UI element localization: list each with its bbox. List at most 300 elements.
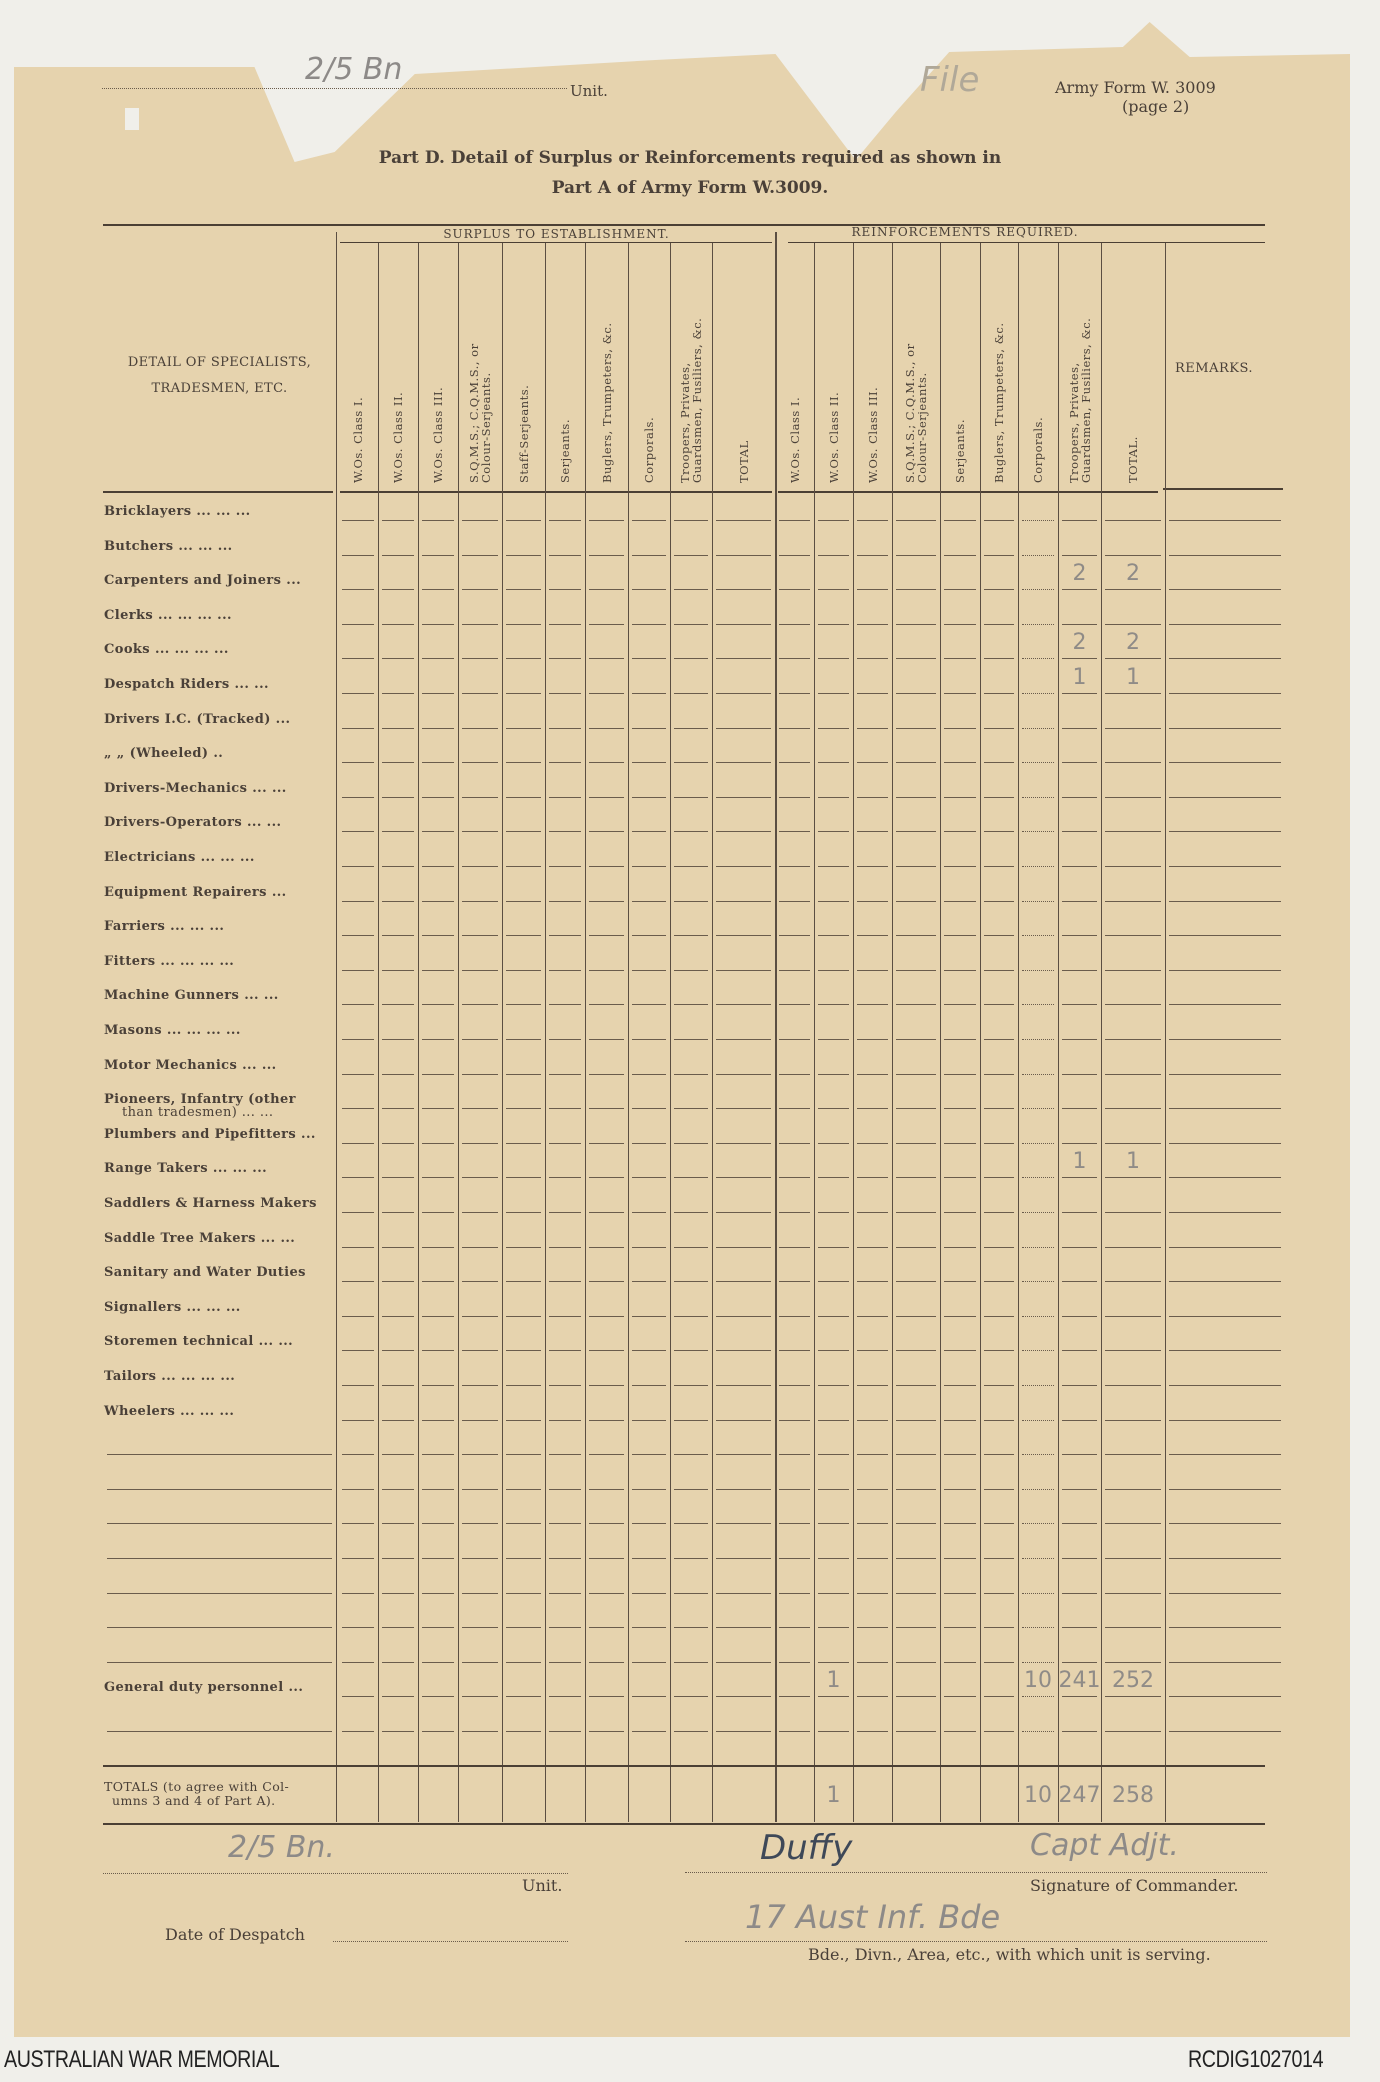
row-17-cell-rule-14 — [944, 1108, 976, 1109]
blank-1-cell-rule-6 — [589, 1489, 624, 1490]
row-22-cell-rule-11 — [818, 1281, 849, 1282]
row-3-cell-rule-6 — [589, 624, 624, 625]
header-bottom-rule-surplus — [340, 491, 772, 493]
row-6-cell-rule-2 — [422, 728, 454, 729]
blank-3-cell-rule-17 — [1062, 1558, 1097, 1559]
row-17-cell-rule-12 — [857, 1108, 888, 1109]
row-2-cell-rule-9 — [716, 589, 771, 590]
row-16-cell-rule-6 — [589, 1074, 624, 1075]
blank-4-remarks-rule — [1169, 1593, 1281, 1594]
blank-5-cell-rule-13 — [896, 1627, 936, 1628]
vrule-reinf-8 — [1165, 243, 1166, 1822]
paper-hole — [125, 108, 139, 130]
row-19-cell-rule-15 — [984, 1177, 1014, 1178]
row-label: Signallers ... ... ... — [104, 1299, 241, 1315]
blank-3-cell-rule-14 — [944, 1558, 976, 1559]
remarks-header: REMARKS. — [1175, 361, 1254, 376]
row-5-cell-rule-5 — [549, 693, 581, 694]
row-22-cell-rule-13 — [896, 1281, 936, 1282]
blank-6-cell-rule-15 — [984, 1662, 1014, 1663]
blank-3-cell-rule-18 — [1105, 1558, 1161, 1559]
row-5-cell-rule-13 — [896, 693, 936, 694]
row-19-cell-rule-10 — [779, 1177, 810, 1178]
reinf-value-troopers: 1 — [1072, 1149, 1087, 1175]
row-label: Pioneers, Infantry (other — [104, 1092, 296, 1108]
row-3-cell-rule-3 — [462, 624, 498, 625]
vrule-reinf-1 — [853, 243, 854, 1822]
row-header-line1: DETAIL OF SPECIALISTS, — [127, 355, 312, 370]
row-17-cell-rule-10 — [779, 1108, 810, 1109]
row-22-cell-rule-8 — [674, 1281, 708, 1282]
row-15-cell-rule-7 — [632, 1039, 666, 1040]
row-21-cell-rule-18 — [1105, 1247, 1161, 1248]
row-0-cell-rule-6 — [589, 520, 624, 521]
row-19-cell-rule-17 — [1062, 1177, 1097, 1178]
blank-2-cell-rule-11 — [818, 1523, 849, 1524]
row-4-cell-rule-1 — [382, 658, 414, 659]
reinf-group-rule — [788, 242, 1265, 243]
row-8-cell-rule-3 — [462, 797, 498, 798]
row-21-cell-rule-5 — [549, 1247, 581, 1248]
extra-row-cell-rule-13 — [896, 1731, 936, 1732]
row-19-cell-rule-8 — [674, 1177, 708, 1178]
row-4-cell-rule-2 — [422, 658, 454, 659]
row-label: Fitters ... ... ... ... — [104, 953, 235, 969]
blank-6-cell-rule-6 — [589, 1662, 624, 1663]
row-12-cell-rule-9 — [716, 935, 771, 936]
row-5-cell-rule-12 — [857, 693, 888, 694]
row-12-cell-rule-3 — [462, 935, 498, 936]
blank-2-cell-rule-13 — [896, 1523, 936, 1524]
blank-1-cell-rule-3 — [462, 1489, 498, 1490]
row-19-cell-rule-12 — [857, 1177, 888, 1178]
row-15-cell-rule-10 — [779, 1039, 810, 1040]
row-16-remarks-rule — [1169, 1074, 1281, 1075]
row-1-cell-rule-6 — [589, 555, 624, 556]
row-12-cell-rule-5 — [549, 935, 581, 936]
blank-3-cell-rule-2 — [422, 1558, 454, 1559]
row-8-cell-rule-0 — [342, 797, 374, 798]
row-16-cell-rule-7 — [632, 1074, 666, 1075]
row-4-cell-rule-10 — [779, 658, 810, 659]
row-8-cell-rule-8 — [674, 797, 708, 798]
general-duty-cell-rule-14 — [944, 1696, 976, 1697]
row-23-cell-rule-3 — [462, 1316, 498, 1317]
row-26-cell-rule-16 — [1022, 1420, 1054, 1421]
blank-4-cell-rule-0 — [342, 1593, 374, 1594]
blank-0-cell-rule-16 — [1022, 1454, 1054, 1455]
brigade-line — [685, 1941, 1267, 1942]
row-1-cell-rule-13 — [896, 555, 936, 556]
row-label: Wheelers ... ... ... — [104, 1403, 235, 1419]
row-label: Motor Mechanics ... ... — [104, 1057, 277, 1073]
blank-3-cell-rule-16 — [1022, 1558, 1054, 1559]
row-3-cell-rule-14 — [944, 624, 976, 625]
row-7-cell-rule-17 — [1062, 762, 1097, 763]
row-8-cell-rule-18 — [1105, 797, 1161, 798]
row-17-cell-rule-7 — [632, 1108, 666, 1109]
row-26-cell-rule-10 — [779, 1420, 810, 1421]
row-20-cell-rule-14 — [944, 1212, 976, 1213]
surplus-col-header-6 — [585, 245, 628, 489]
row-23-cell-rule-10 — [779, 1316, 810, 1317]
row-20-cell-rule-7 — [632, 1212, 666, 1213]
row-12-cell-rule-14 — [944, 935, 976, 936]
row-18-cell-rule-14 — [944, 1143, 976, 1144]
row-17-cell-rule-11 — [818, 1108, 849, 1109]
blank-2-cell-rule-2 — [422, 1523, 454, 1524]
totals-wos2: 1 — [826, 1783, 841, 1808]
blank-0-cell-rule-2 — [422, 1454, 454, 1455]
row-13-cell-rule-2 — [422, 970, 454, 971]
row-22-cell-rule-0 — [342, 1281, 374, 1282]
row-12-cell-rule-15 — [984, 935, 1014, 936]
blank-0-cell-rule-10 — [779, 1454, 810, 1455]
row-4-cell-rule-15 — [984, 658, 1014, 659]
blank-3-cell-rule-12 — [857, 1558, 888, 1559]
totals-label-line1: TOTALS (to agree with Col- — [104, 1779, 290, 1794]
row-5-remarks-rule — [1169, 693, 1281, 694]
brigade-handwritten: 17 Aust Inf. Bde — [745, 1898, 1001, 1936]
row-12-cell-rule-0 — [342, 935, 374, 936]
totals-total: 258 — [1112, 1783, 1154, 1808]
row-1-cell-rule-11 — [818, 555, 849, 556]
row-0-cell-rule-7 — [632, 520, 666, 521]
row-0-remarks-rule — [1169, 520, 1281, 521]
row-23-cell-rule-2 — [422, 1316, 454, 1317]
row-10-cell-rule-2 — [422, 866, 454, 867]
row-14-cell-rule-11 — [818, 1004, 849, 1005]
blank-4-cell-rule-13 — [896, 1593, 936, 1594]
row-0-cell-rule-17 — [1062, 520, 1097, 521]
row-7-cell-rule-4 — [506, 762, 541, 763]
row-18-cell-rule-11 — [818, 1143, 849, 1144]
row-7-cell-rule-18 — [1105, 762, 1161, 763]
vrule-surplus-6 — [628, 243, 629, 1822]
row-20-cell-rule-16 — [1022, 1212, 1054, 1213]
row-11-cell-rule-3 — [462, 901, 498, 902]
row-14-cell-rule-8 — [674, 1004, 708, 1005]
blank-2-cell-rule-6 — [589, 1523, 624, 1524]
row-0-cell-rule-9 — [716, 520, 771, 521]
blank-row-label-rule — [107, 1662, 332, 1663]
row-8-cell-rule-16 — [1022, 797, 1054, 798]
row-4-cell-rule-12 — [857, 658, 888, 659]
general-duty-cell-rule-13 — [896, 1696, 936, 1697]
row-25-cell-rule-5 — [549, 1385, 581, 1386]
row-1-cell-rule-8 — [674, 555, 708, 556]
row-24-cell-rule-13 — [896, 1350, 936, 1351]
blank-1-cell-rule-2 — [422, 1489, 454, 1490]
row-12-remarks-rule — [1169, 935, 1281, 936]
row-25-cell-rule-17 — [1062, 1385, 1097, 1386]
row-label: Drivers I.C. (Tracked) ... — [104, 711, 291, 727]
row-17-cell-rule-4 — [506, 1108, 541, 1109]
row-21-cell-rule-16 — [1022, 1247, 1054, 1248]
row-21-remarks-rule — [1169, 1247, 1281, 1248]
blank-3-cell-rule-0 — [342, 1558, 374, 1559]
row-15-cell-rule-13 — [896, 1039, 936, 1040]
blank-5-cell-rule-2 — [422, 1627, 454, 1628]
row-25-cell-rule-15 — [984, 1385, 1014, 1386]
blank-0-cell-rule-12 — [857, 1454, 888, 1455]
row-14-cell-rule-3 — [462, 1004, 498, 1005]
row-14-cell-rule-14 — [944, 1004, 976, 1005]
row-11-cell-rule-2 — [422, 901, 454, 902]
row-7-cell-rule-7 — [632, 762, 666, 763]
blank-0-cell-rule-8 — [674, 1454, 708, 1455]
row-8-cell-rule-13 — [896, 797, 936, 798]
row-4-cell-rule-14 — [944, 658, 976, 659]
blank-row-label-rule — [107, 1627, 332, 1628]
row-3-cell-rule-2 — [422, 624, 454, 625]
row-25-cell-rule-14 — [944, 1385, 976, 1386]
row-23-cell-rule-0 — [342, 1316, 374, 1317]
row-20-cell-rule-11 — [818, 1212, 849, 1213]
row-22-cell-rule-6 — [589, 1281, 624, 1282]
vrule-surplus-3 — [502, 243, 503, 1822]
row-14-cell-rule-0 — [342, 1004, 374, 1005]
row-25-cell-rule-4 — [506, 1385, 541, 1386]
totals-label-line2: umns 3 and 4 of Part A). — [112, 1793, 276, 1808]
row-1-cell-rule-17 — [1062, 555, 1097, 556]
blank-3-cell-rule-10 — [779, 1558, 810, 1559]
blank-row-label-rule — [107, 1523, 332, 1524]
extra-row-cell-rule-2 — [422, 1731, 454, 1732]
row-5-cell-rule-3 — [462, 693, 498, 694]
row-25-cell-rule-12 — [857, 1385, 888, 1386]
row-12-cell-rule-2 — [422, 935, 454, 936]
blank-2-cell-rule-1 — [382, 1523, 414, 1524]
row-20-cell-rule-13 — [896, 1212, 936, 1213]
blank-0-cell-rule-6 — [589, 1454, 624, 1455]
row-2-remarks-rule — [1169, 589, 1281, 590]
surplus-col-header-2 — [418, 245, 458, 489]
row-21-cell-rule-14 — [944, 1247, 976, 1248]
row-25-cell-rule-3 — [462, 1385, 498, 1386]
row-5-cell-rule-8 — [674, 693, 708, 694]
row-15-cell-rule-17 — [1062, 1039, 1097, 1040]
row-3-cell-rule-4 — [506, 624, 541, 625]
row-21-cell-rule-11 — [818, 1247, 849, 1248]
row-16-cell-rule-1 — [382, 1074, 414, 1075]
row-13-cell-rule-13 — [896, 970, 936, 971]
row-25-remarks-rule — [1169, 1385, 1281, 1386]
row-2-cell-rule-3 — [462, 589, 498, 590]
general-duty-corporals: 10 — [1024, 1668, 1052, 1694]
row-14-cell-rule-2 — [422, 1004, 454, 1005]
row-13-cell-rule-18 — [1105, 970, 1161, 971]
surplus-col-header-9 — [712, 245, 775, 489]
surplus-col-header-2-label: W.Os. Class III. — [431, 386, 445, 483]
surplus-col-header-6-label: Buglers, Trumpeters, &c. — [599, 322, 614, 483]
blank-5-cell-rule-14 — [944, 1627, 976, 1628]
row-25-cell-rule-11 — [818, 1385, 849, 1386]
blank-1-cell-rule-13 — [896, 1489, 936, 1490]
row-15-cell-rule-1 — [382, 1039, 414, 1040]
blank-4-cell-rule-2 — [422, 1593, 454, 1594]
extra-row-cell-rule-0 — [342, 1731, 374, 1732]
row-9-cell-rule-14 — [944, 831, 976, 832]
blank-4-cell-rule-6 — [589, 1593, 624, 1594]
row-16-cell-rule-0 — [342, 1074, 374, 1075]
extra-row-remarks-rule — [1169, 1731, 1281, 1732]
row-label: Saddlers & Harness Makers — [104, 1196, 317, 1211]
row-10-cell-rule-4 — [506, 866, 541, 867]
row-label: Storemen technical ... ... — [104, 1334, 294, 1350]
row-23-cell-rule-16 — [1022, 1316, 1054, 1317]
signature-line — [685, 1872, 1267, 1873]
row-0-cell-rule-1 — [382, 520, 414, 521]
blank-1-cell-rule-11 — [818, 1489, 849, 1490]
row-4-cell-rule-3 — [462, 658, 498, 659]
extra-row-cell-rule-16 — [1022, 1731, 1054, 1732]
row-15-remarks-rule — [1169, 1039, 1281, 1040]
row-13-cell-rule-11 — [818, 970, 849, 971]
row-21-cell-rule-7 — [632, 1247, 666, 1248]
row-23-cell-rule-13 — [896, 1316, 936, 1317]
row-5-cell-rule-9 — [716, 693, 771, 694]
row-12-cell-rule-12 — [857, 935, 888, 936]
blank-4-cell-rule-10 — [779, 1593, 810, 1594]
general-duty-cell-rule-0 — [342, 1696, 374, 1697]
blank-2-cell-rule-17 — [1062, 1523, 1097, 1524]
extra-row-cell-rule-1 — [382, 1731, 414, 1732]
row-11-cell-rule-10 — [779, 901, 810, 902]
row-13-cell-rule-14 — [944, 970, 976, 971]
blank-1-cell-rule-9 — [716, 1489, 771, 1490]
row-10-remarks-rule — [1169, 866, 1281, 867]
row-3-cell-rule-0 — [342, 624, 374, 625]
row-1-cell-rule-12 — [857, 555, 888, 556]
row-2-cell-rule-15 — [984, 589, 1014, 590]
row-15-cell-rule-8 — [674, 1039, 708, 1040]
vrule-surplus-0 — [378, 243, 379, 1822]
row-24-cell-rule-12 — [857, 1350, 888, 1351]
row-11-cell-rule-5 — [549, 901, 581, 902]
commander-signature: Duffy — [760, 1828, 853, 1868]
blank-6-cell-rule-18 — [1105, 1662, 1161, 1663]
surplus-col-header-1-label: W.Os. Class II. — [391, 391, 405, 483]
row-2-cell-rule-18 — [1105, 589, 1161, 590]
footer-unit-label: Unit. — [522, 1876, 563, 1895]
row-6-cell-rule-10 — [779, 728, 810, 729]
reinf-col-header-2-label: W.Os. Class III. — [865, 386, 880, 483]
blank-2-cell-rule-9 — [716, 1523, 771, 1524]
row-21-cell-rule-10 — [779, 1247, 810, 1248]
blank-6-cell-rule-3 — [462, 1662, 498, 1663]
row-13-cell-rule-8 — [674, 970, 708, 971]
row-1-cell-rule-16 — [1022, 555, 1054, 556]
blank-3-cell-rule-8 — [674, 1558, 708, 1559]
reinf-col-header-4-label: Serjeants. — [953, 419, 967, 483]
row-label: Machine Gunners ... ... — [104, 988, 279, 1004]
row-25-cell-rule-1 — [382, 1385, 414, 1386]
row-20-cell-rule-10 — [779, 1212, 810, 1213]
general-duty-troopers: 241 — [1058, 1668, 1101, 1694]
row-0-cell-rule-2 — [422, 520, 454, 521]
row-0-cell-rule-4 — [506, 520, 541, 521]
form-title-line1: Part D. Detail of Surplus or Reinforcements required as shown in — [378, 148, 1002, 168]
blank-1-cell-rule-17 — [1062, 1489, 1097, 1490]
row-label-sub: than tradesmen) ... ... — [122, 1105, 274, 1121]
row-13-cell-rule-7 — [632, 970, 666, 971]
blank-5-cell-rule-9 — [716, 1627, 771, 1628]
blank-0-cell-rule-14 — [944, 1454, 976, 1455]
row-10-cell-rule-10 — [779, 866, 810, 867]
vrule-reinf-7 — [1101, 243, 1102, 1822]
blank-0-remarks-rule — [1169, 1454, 1281, 1455]
row-4-cell-rule-9 — [716, 658, 771, 659]
general-duty-label: General duty personnel ... — [104, 1680, 304, 1696]
blank-3-cell-rule-3 — [462, 1558, 498, 1559]
blank-4-cell-rule-9 — [716, 1593, 771, 1594]
row-23-cell-rule-9 — [716, 1316, 771, 1317]
blank-6-cell-rule-13 — [896, 1662, 936, 1663]
row-11-cell-rule-16 — [1022, 901, 1054, 902]
row-17-cell-rule-9 — [716, 1108, 771, 1109]
row-10-cell-rule-18 — [1105, 866, 1161, 867]
row-13-cell-rule-3 — [462, 970, 498, 971]
surplus-group-rule — [340, 242, 772, 243]
vrule-reinf-0 — [814, 243, 815, 1822]
blank-1-cell-rule-0 — [342, 1489, 374, 1490]
row-15-cell-rule-16 — [1022, 1039, 1054, 1040]
row-0-cell-rule-5 — [549, 520, 581, 521]
general-duty-cell-rule-1 — [382, 1696, 414, 1697]
blank-1-cell-rule-18 — [1105, 1489, 1161, 1490]
blank-5-cell-rule-4 — [506, 1627, 541, 1628]
row-7-cell-rule-0 — [342, 762, 374, 763]
row-header-line2: TRADESMEN, ETC. — [151, 381, 288, 396]
row-5-cell-rule-7 — [632, 693, 666, 694]
row-16-cell-rule-10 — [779, 1074, 810, 1075]
row-13-cell-rule-9 — [716, 970, 771, 971]
date-of-despatch-label: Date of Despatch — [165, 1925, 305, 1944]
row-22-cell-rule-9 — [716, 1281, 771, 1282]
row-25-cell-rule-2 — [422, 1385, 454, 1386]
row-0-cell-rule-13 — [896, 520, 936, 521]
row-25-cell-rule-0 — [342, 1385, 374, 1386]
row-11-cell-rule-0 — [342, 901, 374, 902]
row-7-cell-rule-8 — [674, 762, 708, 763]
blank-3-cell-rule-9 — [716, 1558, 771, 1559]
reinf-col-header-4 — [940, 245, 980, 489]
blank-4-cell-rule-18 — [1105, 1593, 1161, 1594]
row-19-cell-rule-14 — [944, 1177, 976, 1178]
blank-1-cell-rule-16 — [1022, 1489, 1054, 1490]
row-4-cell-rule-4 — [506, 658, 541, 659]
row-18-cell-rule-13 — [896, 1143, 936, 1144]
row-26-cell-rule-3 — [462, 1420, 498, 1421]
row-5-cell-rule-4 — [506, 693, 541, 694]
signature-title-handwritten: Capt Adjt. — [1030, 1828, 1179, 1863]
general-duty-cell-rule-17 — [1062, 1696, 1097, 1697]
row-label: Despatch Riders ... ... — [104, 677, 269, 692]
row-23-cell-rule-14 — [944, 1316, 976, 1317]
header-bottom-rule-left — [103, 491, 333, 493]
row-13-cell-rule-10 — [779, 970, 810, 971]
row-20-cell-rule-6 — [589, 1212, 624, 1213]
row-24-cell-rule-4 — [506, 1350, 541, 1351]
row-24-cell-rule-14 — [944, 1350, 976, 1351]
row-25-cell-rule-8 — [674, 1385, 708, 1386]
row-2-cell-rule-8 — [674, 589, 708, 590]
row-5-cell-rule-6 — [589, 693, 624, 694]
row-22-cell-rule-16 — [1022, 1281, 1054, 1282]
row-header — [103, 350, 336, 402]
blank-5-cell-rule-5 — [549, 1627, 581, 1628]
